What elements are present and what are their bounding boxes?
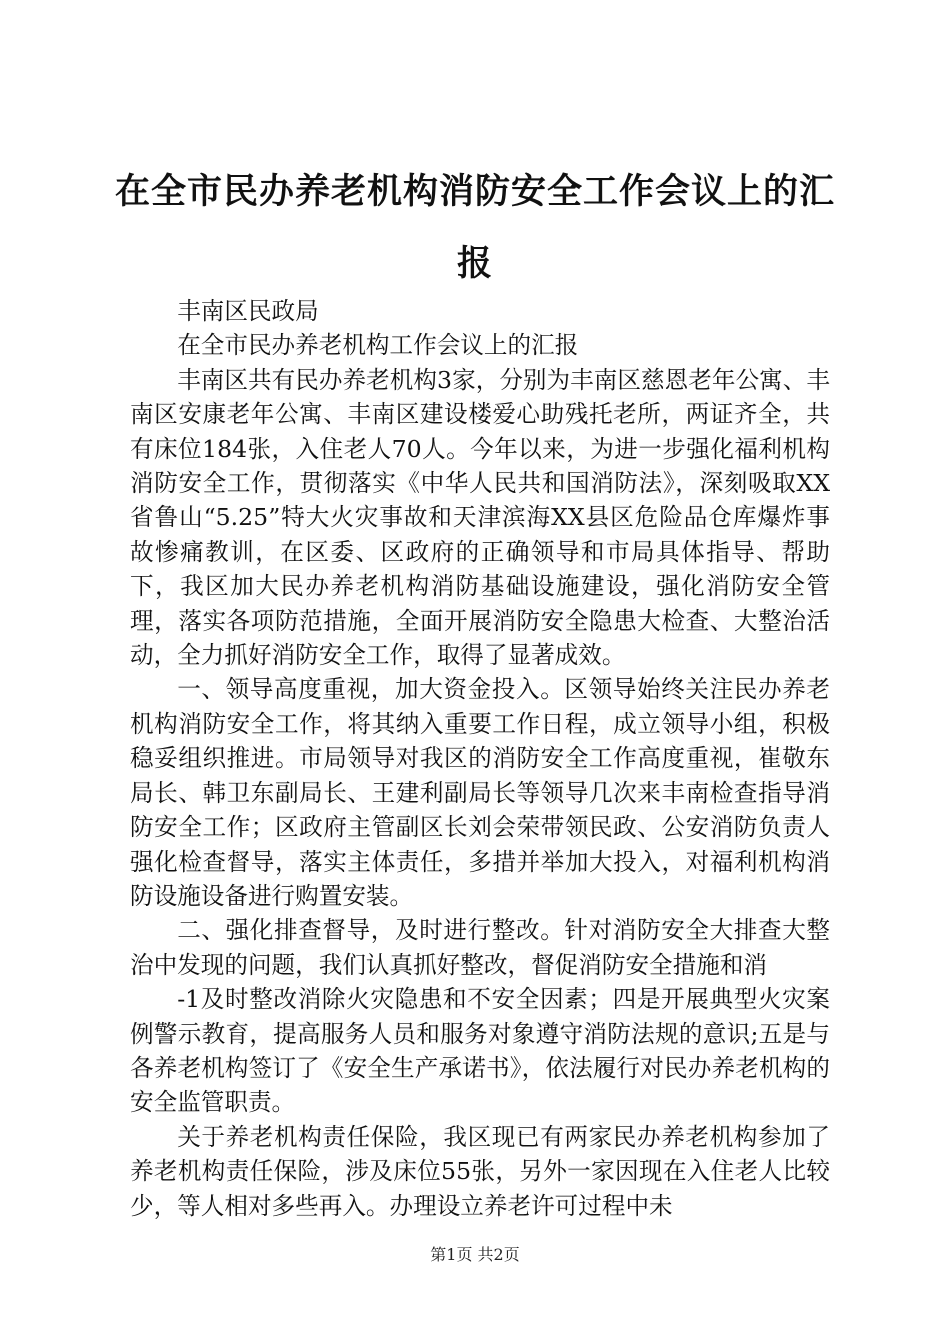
document-title: 在全市民办养老机构消防安全工作会议上的汇报 — [114, 171, 835, 284]
paragraph-continued: -1及时整改消除火灾隐患和不安全因素；四是开展典型火灾案例警示教育，提高服务人员和服务对象遵守消防法规的意识;五是与各养老机构签订了《安全生产承诺书》，依法履行对民办养老机构的安全监管职责。 — [130, 985, 830, 1117]
document-body — [130, 294, 830, 1223]
paragraph-section-2: 二、强化排查督导，及时进行整改。针对消防安全大排查大整治中发现的问题，我们认真抓好整改，督促消防安全措施和消 — [130, 916, 830, 979]
paragraph-intro: 丰南区共有民办养老机构3家，分别为丰南区慈恩老年公寓、丰南区安康老年公寓、丰南区建设楼爱心助残托老所，两证齐全，共有床位184张，入住老人70人。今年以来，为进一步强化福利机构消防安全工作，贯彻落实《中华人民共和国消防法》，深刻吸取XX省鲁山“5.25”特大火灾事故和天津滨海XX县区危险品仓库爆炸事故惨痛教训，在区委、区政府的正确领导和市局具体指导、帮助下，我区加大民办养老机构消防基础设施建设，强化消防安全管理，落实各项防范措施，全面开展消防安全隐患大检查、大整治活动，全力抓好消防安全工作，取得了显著成效。 — [130, 365, 830, 670]
author-line: 丰南区民政局 — [177, 297, 319, 325]
subtitle-line: 在全市民办养老机构工作会议上的汇报 — [177, 331, 579, 360]
paragraph-insurance: 关于养老机构责任保险，我区现已有两家民办养老机构参加了养老机构责任保险，涉及床位55张，另外一家因现在入住老人比较少，等人相对多些再入。办理设立养老许可过程中未 — [130, 1122, 830, 1220]
page-number-footer: 第1页 共2页 — [430, 1245, 520, 1264]
paragraph-section-1: 一、领导高度重视，加大资金投入。区领导始终关注民办养老机构消防安全工作，将其纳入重要工作日程，成立领导小组，积极稳妥组织推进。市局领导对我区的消防安全工作高度重视，崔敬东局长、韩卫东副局长、王建利副局长等领导几次来丰南检查指导消防安全工作；区政府主管副区长刘会荣带领民政、公安消防负责人强化检查督导，落实主体责任，多措并举加大投入，对福利机构消防设施设备进行购置安装。 — [130, 675, 830, 910]
